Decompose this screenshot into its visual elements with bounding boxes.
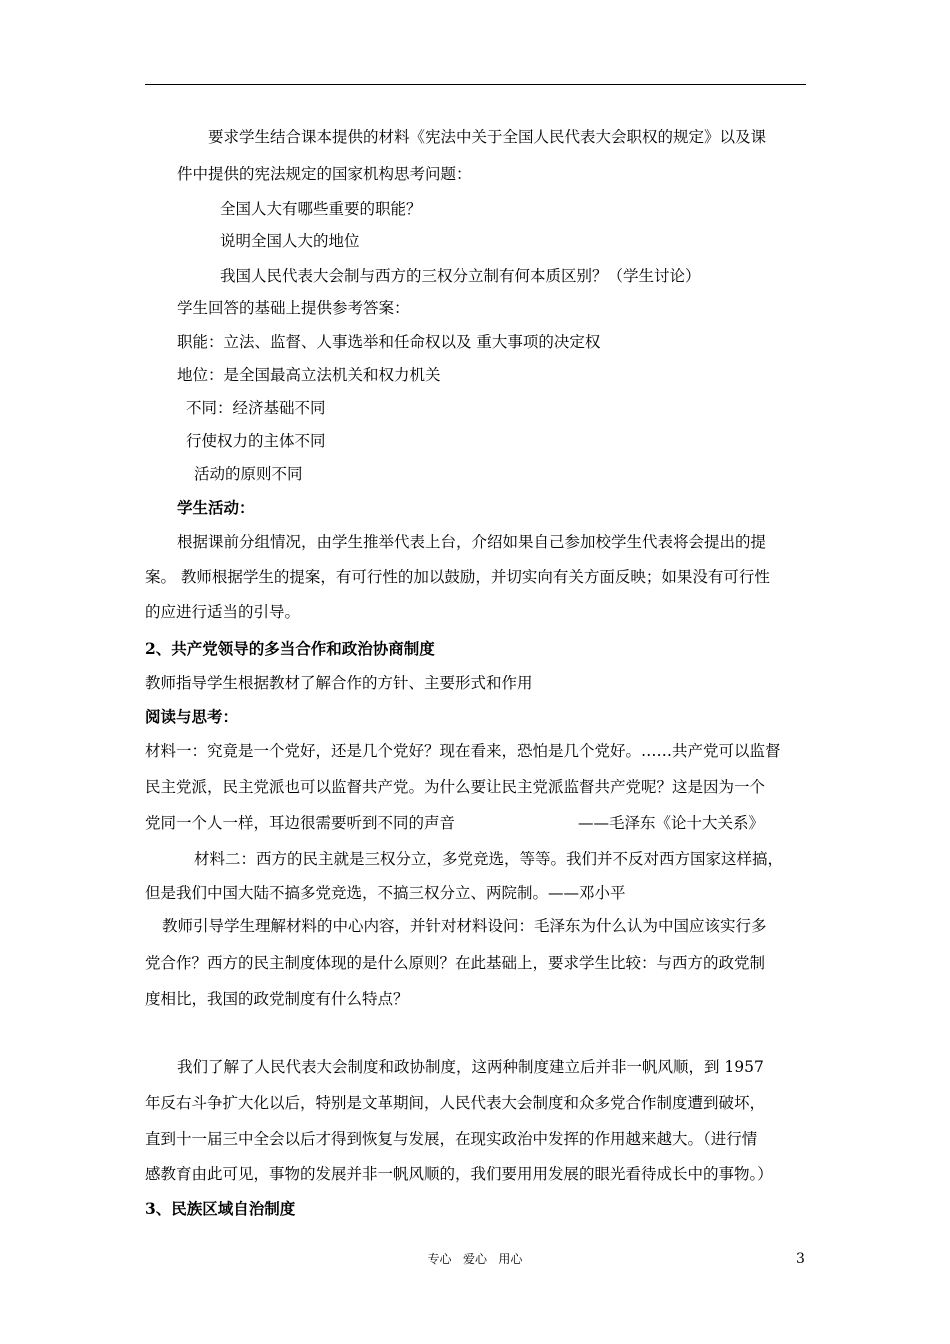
answer-line: 职能：立法、监督、人事选举和任命权以及 重大事项的决定权 [177,333,601,351]
section-heading: 2、共产党领导的多当合作和政治协商制度 [145,639,435,658]
quote-line: 材料二：西方的民主就是三权分立，多党竞选，等等。我们并不反对西方国家这样搞， [194,850,784,868]
paragraph-line: 党合作？西方的民主制度体现的是什么原则？在此基础上，要求学生比较：与西方的政党制 [145,954,766,972]
section-heading: 3、民族区域自治制度 [145,1199,296,1218]
question-line: 我国人民代表大会制与西方的三权分立制有何本质区别？（学生讨论） [220,267,701,285]
question-line: 说明全国人大的地位 [220,232,360,250]
paragraph-line: 直到十一届三中全会以后才得到恢复与发展，在现实政治中发挥的作用越来越大。（进行情 [145,1130,758,1148]
header-rule [145,84,806,85]
paragraph-line: 的应进行适当的引导。 [145,603,301,621]
paragraph-line: 感教育由此可见，事物的发展并非一帆风顺的，我们要用用发展的眼光看待成长中的事物。） [145,1165,773,1183]
answer-line: 不同：经济基础不同 [186,399,326,417]
paragraph-line: 根据课前分组情况，由学生推举代表上台，介绍如果自己参加校学生代表将会提出的提 [177,533,767,551]
paragraph-line: 教师引导学生理解材料的中心内容，并针对材料设问：毛泽东为什么认为中国应该实行多 [162,917,767,935]
quote-line: 但是我们中国大陆不搞多党竞选，不搞三权分立、两院制。——邓小平 [145,884,626,902]
paragraph-line: 度相比，我国的政党制度有什么特点？ [145,990,409,1008]
paragraph-line: 件中提供的宪法规定的国家机构思考问题： [177,165,472,183]
answer-line: 行使权力的主体不同 [186,432,326,450]
question-line: 全国人大有哪些重要的职能？ [220,200,422,218]
quote-attribution: ——毛泽东《论十大关系》 [578,814,765,832]
page-footer: 专心 爱心 用心 [427,1252,523,1266]
answer-line: 活动的原则不同 [194,465,303,483]
paragraph-line: 学生回答的基础上提供参考答案： [177,299,410,317]
section-subheading: 阅读与思考： [145,707,239,726]
quote-line: 材料一：究竟是一个党好，还是几个党好？现在看来，恐怕是几个党好。……共产党可以监督 [145,742,781,760]
paragraph-line: 要求学生结合课本提供的材料《宪法中关于全国人民代表大会职权的规定》以及课 [208,128,767,146]
quote-line: 党同一个人一样，耳边很需要听到不同的声音 [145,814,456,832]
quote-line: 民主党派，民主党派也可以监督共产党。为什么要让民主党派监督共产党呢？这是因为一个 [145,778,766,796]
answer-line: 地位：是全国最高立法机关和权力机关 [177,366,441,384]
paragraph-line: 年反右斗争扩大化以后，特别是文革期间，人民代表大会制度和众多党合作制度遭到破坏， [145,1094,766,1112]
section-subheading: 学生活动： [177,498,255,517]
paragraph-line: 教师指导学生根据教材了解合作的方针、主要形式和作用 [145,674,533,692]
page-number: 3 [796,1251,805,1267]
paragraph-line: 案。 教师根据学生的提案，有可行性的加以鼓励，并切实向有关方面反映；如果没有可行性 [145,568,770,586]
paragraph-line: 我们了解了人民代表大会制度和政协制度，这两种制度建立后并非一帆风顺，到 1957 [177,1058,764,1076]
